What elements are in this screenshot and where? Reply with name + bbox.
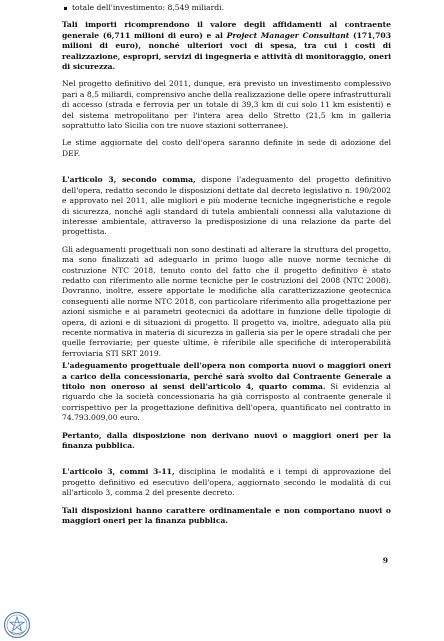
republic-emblem-icon — [3, 611, 31, 639]
paragraph-2011-project: Nel progetto definitivo del 2011, dunque, era previsto un investimento complessivo pari a 8,5 miliardi, comprensivo anche della realizzazione delle opere infrastrutturali di accesso (strada e ferrovia per un totale di 39,3 km di cui solo 11 km esistenti) e del sistema metropolitano per l'intera area dello Stretto (21,5 km in galleria soprattutto lato Sicilia con tre nuove stazioni sotterranee). — [62, 79, 391, 131]
paragraph-conclusion-1 — [62, 431, 391, 452]
article3-commi-heading: L'articolo 3, commi 3-11, — [62, 467, 175, 477]
bullet-item: totale dell'investimento: 8,549 miliardi. — [62, 3, 391, 13]
paragraph-article3-commi — [62, 467, 391, 498]
article3-comma2-text: dispone l'adeguamento del progetto definitivo dell'opera, redatto secondo le disposizioni dettate dal decreto legislativo n. 190/2002 e approvato nel 2011, alle migliori e più moderne tecniche ingegneristiche e regole di sicurezza, nonché agli standard di tutela ambientali connessi alla valutazione di interesse ambientale, attraverso la predisposizione di una relazione da parte del progettista. — [62, 175, 391, 237]
paragraph-adjustments: Gli adeguamenti progettuali non sono destinati ad alterare la struttura del progetto, ma sono finalizzati ad adeguarlo in primo luogo alle nuove norme tecniche di costruzione NTC 2018, tenuto conto del fatto che il progetto definitivo è stato redatto con riferimento alle norme tecniche per le costruzioni del 2008 (NTC 2008). Dovranno, inoltre, essere apportate le modifiche alla caratterizzazione geotecnica conseguenti alle norme NTC 2018, con particolare riferimento alla progettazione per azioni sismiche e ai parametri geotecnici da adottare in funzione delle tipologie di opera, di azioni e di situazioni di progetto. Il progetto va, inoltre, adeguato alla più recente normativa in materia di sicurezza in galleria sia per le opere stradali che per quelle ferroviarie; per queste ultime, è riferibile alle specifiche di interoperabilità ferroviaria STI SRT 2019. — [62, 244, 391, 358]
paragraph-amounts — [62, 20, 391, 72]
paragraph-amounts-italic: Project Manager Consultant — [226, 30, 350, 40]
document-body — [62, 3, 391, 533]
paragraph-article3-comma2 — [62, 175, 391, 237]
page-number: 9 — [382, 556, 388, 565]
paragraph-estimates: Le stime aggiornate del costo dell'opera saranno definite in sede di adozione del DEF. — [62, 138, 391, 158]
no-costs-bold: L'adeguamento progettuale dell'opera non comporta nuovi o maggiori oneri a carico della concessionaria, perché sarà svolto dal Contraente Generale a titolo non oneroso ai sensi dell'articolo 4, quarto comma. — [62, 361, 391, 391]
paragraph-amounts-part1: Tali importi ricomprendono il valore degli affidamenti al contraente generale (6,711 milioni di euro) e al — [62, 20, 391, 40]
article3-comma2-heading: L'articolo 3, secondo comma, — [62, 175, 196, 185]
paragraph-conclusion-2 — [62, 506, 391, 527]
conclusion-1-bold: Pertanto, dalla disposizione non derivano nuovi o maggiori oneri per la finanza pubblica. — [62, 430, 391, 451]
bullet-list — [62, 3, 391, 13]
paragraph-no-costs — [62, 361, 391, 423]
article3-commi-text: disciplina le modalità e i tempi di approvazione del progetto definitivo ed esecutivo dell'opera, aggiornato secondo le modalità di cui all'articolo 3, comma 2 del presente decreto. — [62, 467, 392, 498]
no-costs-text: Si evidenzia al riguardo che la società concessionaria ha già corrisposto al contraente generale il corrispettivo per la progettazione definitiva dell'opera, quantificato nel contratto in 74.793.009,00 euro. — [62, 382, 391, 423]
paragraph-amounts-part2: (171,703 milioni di euro), nonché ulteriori voci di spesa, tra cui i costi di realizzazione, espropri, servizi di ingegneria e attività di monitoraggio, oneri di sicurezza. — [62, 30, 391, 72]
conclusion-2-bold: Tali disposizioni hanno carattere ordinamentale e non comportano nuovi o maggiori oneri per la finanza pubblica. — [62, 505, 391, 526]
